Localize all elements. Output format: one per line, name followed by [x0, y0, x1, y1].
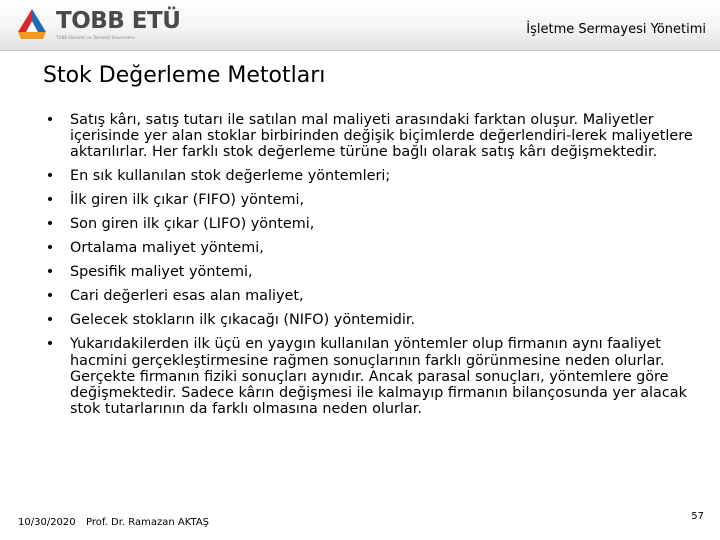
bullet-text: Yukarıdakilerden ilk üçü en yaygın kullanılan yöntemler olup firmanın aynı faaliyet hacmini gerçekleştirmesine rağmen sonuçlarının farklı görünmesine neden olurlar. Gerçekte firmanın fiziki sonuçları aynıdır. Ancak parasal sonuçları, yöntemlere göre değişmektedir. Sadece kârın değişmesi ile kalmayıp firmanın bilançosunda yer alacak stok tutarlarının da farklı olmasına neden olurlar. [70, 336, 687, 418]
list-item [0, 240, 720, 256]
bullet-text: Ortalama maliyet yöntemi, [70, 240, 264, 257]
list-item [0, 112, 720, 161]
bullet-icon: • [45, 288, 55, 305]
list-item [0, 288, 720, 304]
tobb-logo-icon [12, 6, 52, 46]
list-item [0, 312, 720, 328]
bullet-icon: • [45, 312, 55, 329]
bullet-text: Gelecek stokların ilk çıkacağı (NIFO) yöntemidir. [70, 312, 416, 329]
logo-name: TOBB ETÜ [56, 8, 181, 34]
university-logo [12, 6, 180, 46]
list-item [0, 264, 720, 280]
bullet-list [0, 112, 720, 425]
bullet-icon: • [45, 112, 55, 128]
bullet-text: En sık kullanılan stok değerleme yöntemleri; [70, 168, 391, 185]
footer-author: Prof. Dr. Ramazan AKTAŞ [86, 517, 210, 528]
bullet-icon: • [45, 192, 55, 209]
bullet-text: Son giren ilk çıkar (LIFO) yöntemi, [70, 216, 315, 233]
slide-title: Stok Değerleme Metotları [43, 63, 326, 88]
footer-date: 10/30/2020 [18, 517, 76, 528]
header-bar [0, 0, 720, 51]
bullet-icon: • [45, 240, 55, 257]
logo-tagline: TOBB Ekonomi ve Teknoloji Üniversitesi [56, 35, 135, 40]
bullet-icon: • [45, 168, 55, 185]
bullet-text: Cari değerleri esas alan maliyet, [70, 288, 304, 305]
list-item [0, 336, 720, 417]
bullet-icon: • [45, 336, 55, 353]
bullet-icon: • [45, 264, 55, 281]
slide-number: 57 [691, 511, 704, 522]
bullet-text: İlk giren ilk çıkar (FIFO) yöntemi, [70, 192, 305, 209]
logo-orange-segment [18, 32, 46, 39]
list-item [0, 216, 720, 232]
list-item [0, 168, 720, 184]
list-item [0, 192, 720, 208]
header-title: İşletme Sermayesi Yönetimi [526, 22, 706, 37]
bullet-text: Satış kârı, satış tutarı ile satılan mal maliyeti arasındaki farktan oluşur. Maliyetler içerisinde yer alan stoklar birbirinden değişik biçimlerde değerlendiri-lerek maliyetlere aktarılırlar. Her farklı stok değerleme türüne bağlı olarak satış kârı değişmektedir. [70, 112, 693, 161]
bullet-icon: • [45, 216, 55, 233]
bullet-text: Spesifik maliyet yöntemi, [70, 264, 253, 281]
